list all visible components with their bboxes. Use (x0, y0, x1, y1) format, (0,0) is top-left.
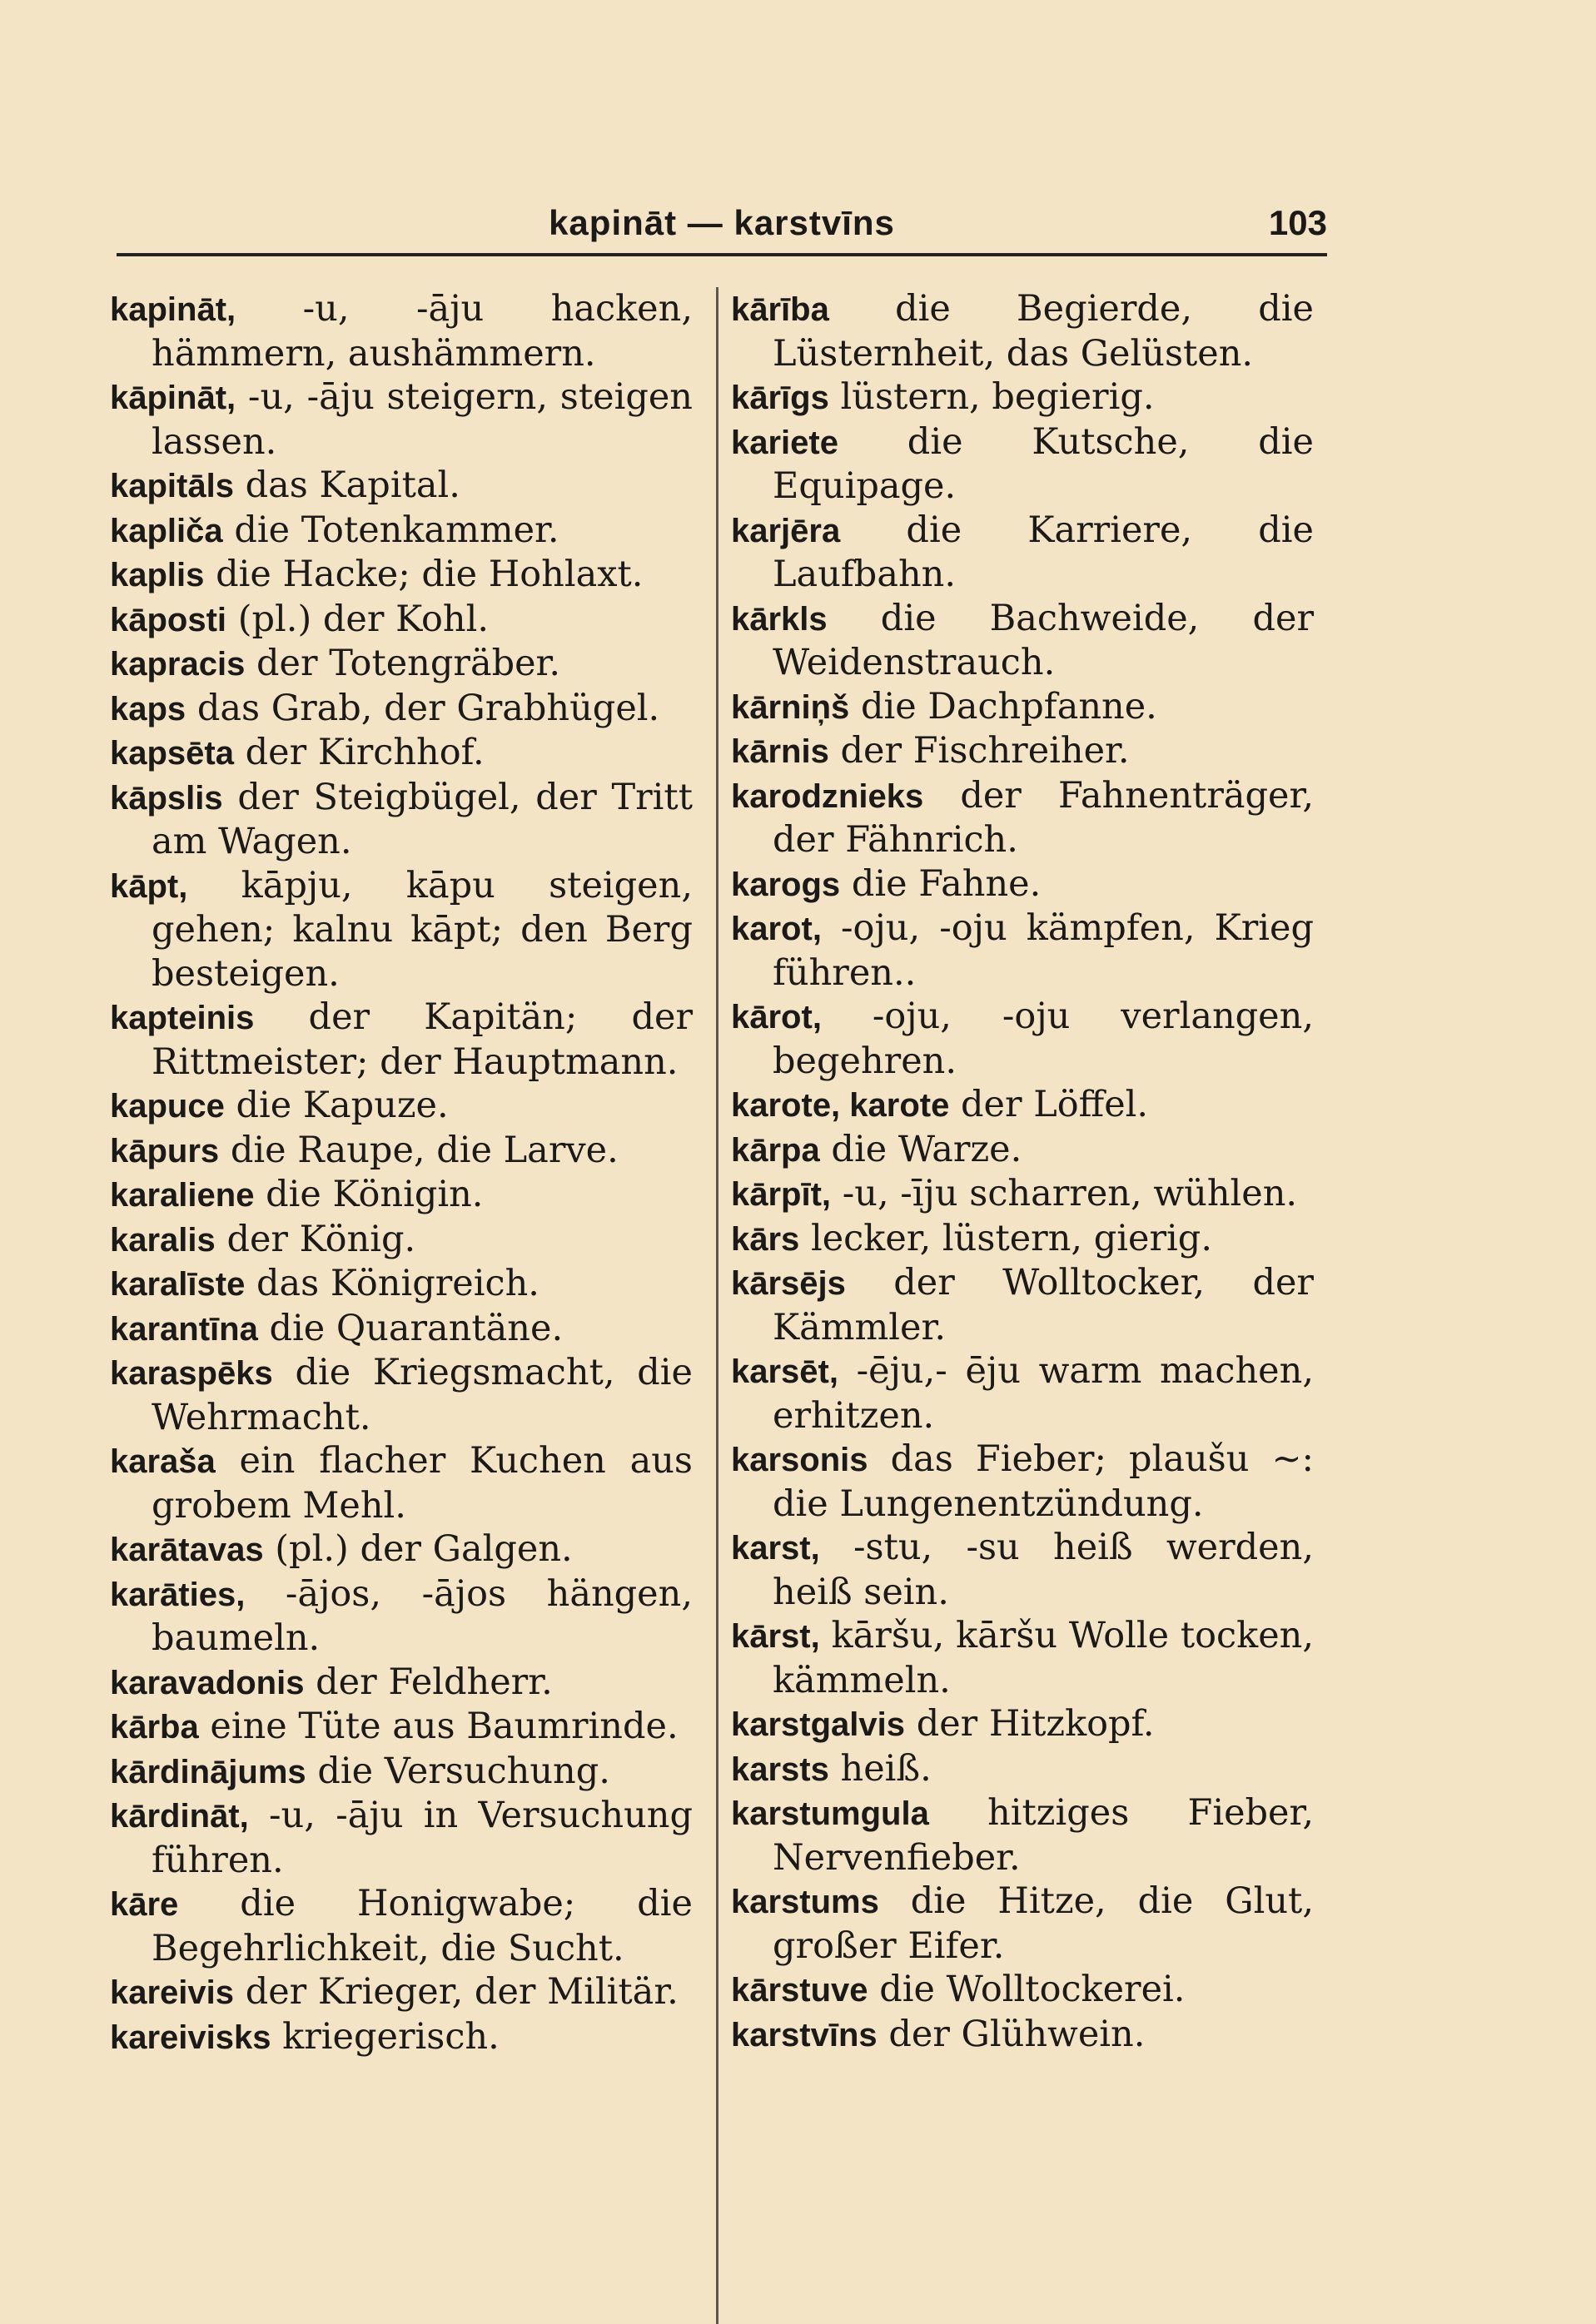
dictionary-entry (110, 287, 693, 375)
dictionary-entry (731, 420, 1314, 509)
entry-headword: kārība (731, 291, 829, 328)
entry-headword: karjēra (731, 512, 841, 549)
entry-definition: der Löffel. (949, 1084, 1149, 1125)
dictionary-entry (110, 1794, 693, 1882)
entry-definition: ein flacher Kuchen aus grobem Mehl. (152, 1440, 693, 1527)
dictionary-entry (110, 1351, 693, 1439)
header-title: kapināt — karstvīns (549, 203, 895, 242)
entry-headword: karaliene (110, 1177, 255, 1214)
dictionary-entry (110, 1882, 693, 1970)
dictionary-entry (110, 1527, 693, 1572)
dictionary-entry (110, 1705, 693, 1750)
entry-headword: kārkls (731, 600, 828, 638)
entry-headword: kapsēta (110, 735, 234, 772)
entry-definition: die Versuchung. (306, 1750, 610, 1792)
entry-definition: der Kapitän; der Rittmeister; der Hauptmann. (152, 996, 693, 1083)
entry-definition: -ēju,- ēju warm machen, erhitzen. (773, 1350, 1314, 1437)
dictionary-entry (731, 774, 1314, 862)
dictionary-entry (731, 685, 1314, 730)
entry-definition: die Totenkammer. (222, 509, 559, 551)
dictionary-entry (731, 906, 1314, 995)
entry-definition: -oju, -oju kämpfen, Krieg führen.. (773, 907, 1314, 994)
dictionary-entry (731, 1968, 1314, 2013)
dictionary-entry (731, 509, 1314, 597)
entry-headword: kapliča (110, 512, 223, 549)
entry-definition: die Karriere, die Laufbahn. (773, 509, 1314, 595)
entry-headword: karātavas (110, 1532, 264, 1568)
dictionary-entry (731, 597, 1314, 685)
entry-definition: kāpju, kāpu steigen, gehen; kalnu kāpt; den Berg besteigen. (152, 864, 693, 995)
entry-definition: der Krieger, der Militär. (234, 1971, 679, 2013)
dictionary-entry (731, 1217, 1314, 1262)
dictionary-entry (110, 1173, 693, 1218)
dictionary-entry (731, 287, 1314, 375)
entry-headword: karantīna (110, 1310, 258, 1348)
entry-headword: kapuce (110, 1088, 225, 1125)
entry-headword: kapitāls (110, 468, 234, 504)
entry-definition: kāršu, kāršu Wolle tocken, kämmeln. (773, 1615, 1314, 1701)
entry-definition: heiß. (828, 1747, 932, 1790)
entry-definition: die Hitze, die Glut, großer Eifer. (773, 1880, 1314, 1967)
entry-definition: die Wolltockerei. (868, 1969, 1186, 2010)
dictionary-entry (731, 1702, 1314, 1747)
entry-headword: kareivisks (110, 2019, 271, 2056)
entry-headword: kārīgs (731, 380, 829, 416)
dictionary-entry (731, 862, 1314, 907)
entry-headword: kapināt, (110, 291, 236, 328)
entry-definition: der Fahnenträger, der Fähnrich. (773, 774, 1314, 861)
entry-headword: karsēt, (731, 1353, 838, 1390)
entry-headword: karavadonis (110, 1664, 305, 1701)
dictionary-entry (731, 1083, 1314, 1128)
entry-definition: der Fischreiher. (828, 730, 1130, 772)
entry-headword: kaplis (110, 557, 205, 593)
entry-definition: der Wolltocker, der Kämmler. (773, 1262, 1314, 1348)
dictionary-entry (110, 553, 693, 598)
entry-headword: kāpurs (110, 1132, 220, 1169)
entry-definition: die Quarantäne. (257, 1307, 564, 1349)
entry-headword: kāpslis (110, 779, 223, 817)
dictionary-entry (110, 864, 693, 996)
entry-definition: die Warze. (819, 1128, 1022, 1170)
entry-definition: (pl.) der Kohl. (226, 598, 490, 640)
dictionary-entry (110, 776, 693, 864)
entry-headword: kāposti (110, 601, 227, 638)
entry-headword: karodznieks (731, 777, 924, 815)
running-header (117, 200, 1327, 256)
dictionary-entry (110, 687, 693, 732)
entry-headword: karalīste (110, 1266, 246, 1303)
dictionary-entry (110, 1439, 693, 1527)
entry-definition: die Königin. (254, 1174, 484, 1215)
entry-headword: karote, karote (731, 1087, 950, 1124)
dictionary-entry (110, 1661, 693, 1706)
entry-definition: die Begierde, die Lüsternheit, das Gelüsten. (773, 288, 1314, 375)
entry-headword: karaša (110, 1443, 216, 1480)
dictionary-entry (110, 1970, 693, 2015)
dictionary-entry (110, 1129, 693, 1174)
entry-headword: kārdinājums (110, 1753, 306, 1790)
dictionary-entry (110, 375, 693, 464)
entry-headword: kārpīt, (731, 1176, 832, 1213)
entry-definition: (pl.) der Galgen. (263, 1528, 573, 1570)
entry-definition: der König. (215, 1218, 416, 1260)
entry-definition: kriegerisch. (271, 2015, 500, 2058)
entry-definition: die Raupe, die Larve. (219, 1129, 619, 1171)
dictionary-entry (731, 1614, 1314, 1702)
entry-headword: kāpināt, (110, 380, 236, 416)
entry-definition: der Steigbügel, der Tritt am Wagen. (152, 776, 693, 862)
entry-headword: kārot, (731, 999, 822, 1035)
entry-definition: die Dachpfanne. (849, 685, 1157, 727)
dictionary-entry (110, 1307, 693, 1352)
entry-headword: karogs (731, 866, 841, 903)
dictionary-entry (110, 1750, 693, 1795)
entry-definition: die Bachweide, der Weidenstrauch. (773, 597, 1314, 683)
entry-headword: karsts (731, 1750, 829, 1788)
entry-headword: kapracis (110, 646, 246, 683)
entry-definition: der Feldherr. (304, 1661, 553, 1703)
dictionary-entry (110, 464, 693, 509)
dictionary-entry (731, 729, 1314, 774)
dictionary-entry (731, 1128, 1314, 1173)
entry-headword: kāre (110, 1886, 179, 1923)
entry-headword: kārniņš (731, 688, 850, 726)
entry-definition: -ājos, -ājos hängen, baumeln. (152, 1572, 693, 1659)
dictionary-entry (110, 2015, 693, 2060)
entry-definition: hitziges Fieber, Nervenfieber. (773, 1792, 1314, 1879)
entry-headword: karstvīns (731, 2016, 878, 2053)
entry-headword: karst, (731, 1530, 820, 1567)
entry-headword: kārstuve (731, 1972, 868, 2009)
left-column (110, 287, 693, 2059)
dictionary-entry (731, 2013, 1314, 2058)
dictionary-entry (731, 1880, 1314, 1968)
entry-definition: das Grab, der Grabhügel. (186, 687, 660, 729)
entry-headword: kārba (110, 1709, 199, 1745)
entry-headword: kariete (731, 424, 838, 461)
dictionary-entry (731, 375, 1314, 420)
entry-definition: lüstern, begierig. (828, 376, 1155, 418)
entry-headword: kārst, (731, 1618, 820, 1655)
entry-definition: -stu, -su heiß werden, heiß sein. (773, 1527, 1314, 1613)
entry-headword: karstums (731, 1884, 879, 1920)
entry-headword: karot, (731, 911, 822, 947)
entry-definition: lecker, lüstern, gierig. (799, 1217, 1212, 1259)
dictionary-entry (731, 1438, 1314, 1526)
entry-headword: kārsējs (731, 1265, 846, 1302)
entry-definition: die Fahne. (840, 862, 1042, 905)
entry-headword: karstgalvis (731, 1706, 906, 1743)
entry-headword: kārnis (731, 733, 829, 770)
entry-definition: die Kapuze. (224, 1085, 449, 1126)
column-divider (716, 287, 718, 2324)
entry-headword: kāpt, (110, 867, 188, 905)
dictionary-entry (731, 995, 1314, 1083)
dictionary-entry (731, 1261, 1314, 1349)
dictionary-entry (110, 1262, 693, 1307)
dictionary-entry (731, 1747, 1314, 1792)
dictionary-entry (110, 1218, 693, 1263)
entry-definition: -u, -āju in Versuchung führen. (152, 1795, 693, 1881)
dictionary-entry (110, 1572, 693, 1661)
entry-headword: kārpa (731, 1131, 820, 1169)
right-column (731, 287, 1314, 2057)
entry-headword: karāties, (110, 1576, 246, 1613)
dictionary-entry (110, 1084, 693, 1129)
entry-definition: das Fieber; plaušu ~: die Lungenentzündung. (773, 1438, 1314, 1525)
entry-headword: karstumgula (731, 1795, 929, 1832)
entry-definition: der Hitzkopf. (905, 1703, 1155, 1745)
dictionary-entry (731, 1172, 1314, 1217)
entry-definition: die Kriegsmacht, die Wehrmacht. (152, 1352, 693, 1438)
entry-headword: karaspēks (110, 1355, 273, 1392)
entry-headword: kapteinis (110, 1000, 255, 1036)
entry-definition: der Kirchhof. (233, 732, 485, 773)
dictionary-entry (110, 598, 693, 643)
dictionary-entry (110, 509, 693, 554)
dictionary-entry (731, 1791, 1314, 1880)
dictionary-entry (110, 996, 693, 1084)
entry-definition: die Honigwabe; die Begehrlichkeit, die Sucht. (152, 1883, 693, 1969)
dictionary-entry (731, 1349, 1314, 1438)
dictionary-entry (110, 731, 693, 776)
page-number: 103 (1268, 203, 1327, 242)
entry-definition: eine Tüte aus Baumrinde. (198, 1706, 679, 1747)
entry-definition: -u, -āju steigern, steigen lassen. (152, 376, 693, 463)
dictionary-entry (110, 642, 693, 687)
entry-headword: kārdināt, (110, 1798, 249, 1835)
entry-headword: kareivis (110, 1974, 235, 2011)
entry-definition: der Totengräber. (245, 643, 561, 684)
entry-definition: die Hacke; die Hohlaxt. (204, 554, 644, 595)
entry-definition: der Glühwein. (877, 2013, 1146, 2055)
entry-definition: -u, -īju scharren, wühlen. (831, 1173, 1298, 1214)
entry-definition: -oju, -oju verlangen, begehren. (773, 996, 1314, 1082)
entry-headword: karalis (110, 1221, 216, 1259)
entry-definition: das Königreich. (245, 1263, 539, 1304)
entry-definition: -u, -āju hacken, hämmern, aushämmern. (152, 288, 693, 375)
entry-definition: das Kapital. (233, 464, 460, 506)
entry-headword: karsonis (731, 1442, 868, 1478)
entry-headword: kaps (110, 690, 186, 727)
entry-headword: kārs (731, 1220, 800, 1258)
dictionary-entry (731, 1526, 1314, 1614)
entry-definition: die Kutsche, die Equipage. (773, 420, 1314, 507)
